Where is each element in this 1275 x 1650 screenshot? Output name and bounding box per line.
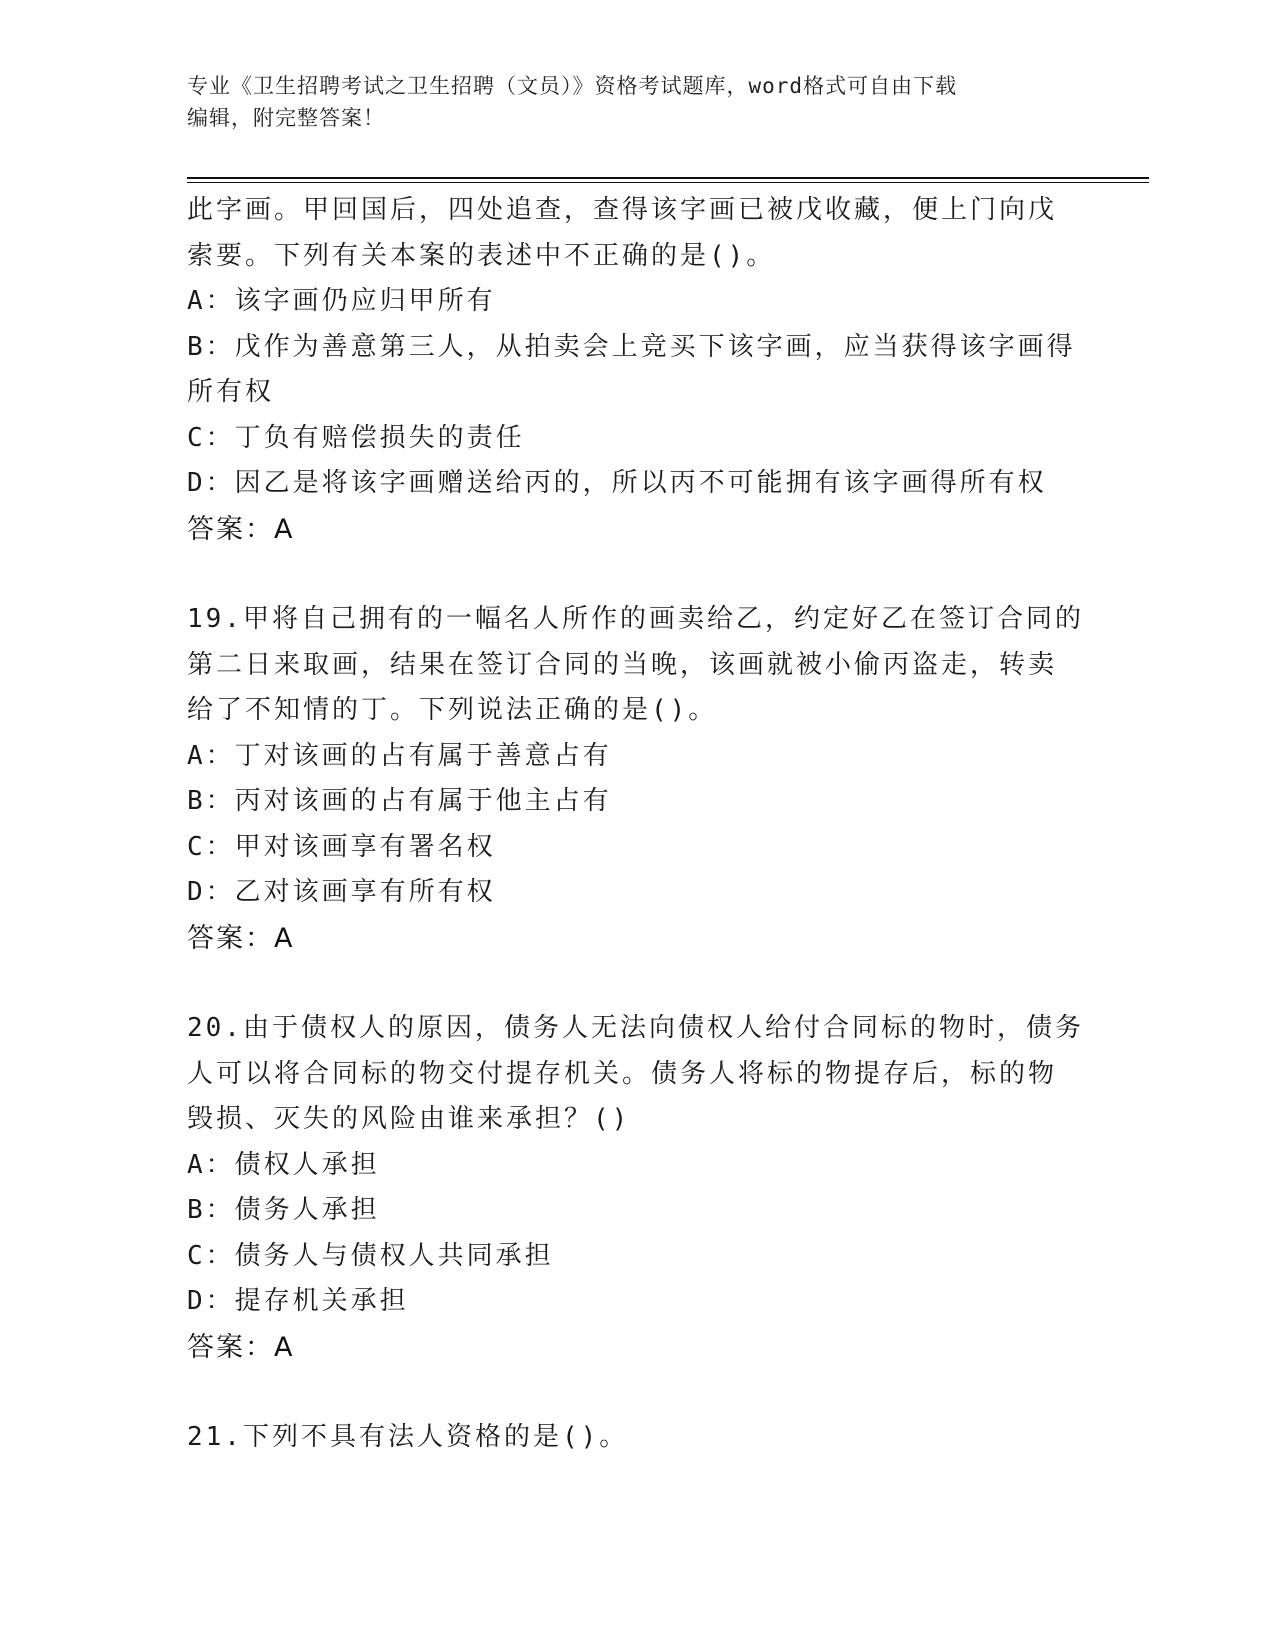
answer-label: 答案：A	[187, 922, 295, 954]
spacer	[187, 961, 1087, 1006]
option-b: B：债务人承担	[187, 1195, 380, 1225]
header-line: 专业《卫生招聘考试之卫生招聘（文员）》资格考试题库，word格式可自由下载	[187, 74, 958, 98]
question-text: 19.甲将自己拥有的一幅名人所作的画卖给乙，约定好乙在签订合同的	[187, 604, 1084, 634]
question-text: 人可以将合同标的物交付提存机关。债务人将标的物提存后，标的物	[187, 1058, 1058, 1089]
answer-label: 答案：A	[187, 1331, 295, 1363]
document-body	[187, 188, 1087, 1461]
option-a: A：该字画仍应归甲所有	[187, 286, 496, 316]
option-d: D：乙对该画享有所有权	[187, 877, 496, 907]
question-text: 第二日来取画，结果在签订合同的当晚，该画就被小偷丙盗走，转卖	[187, 649, 1058, 680]
option-a: A：债权人承担	[187, 1149, 380, 1180]
option-b: B：丙对该画的占有属于他主占有	[187, 786, 612, 816]
question-text: 此字画。甲回国后，四处追查，查得该字画已被戊收藏，便上门向戊	[187, 195, 1058, 225]
option-a: A：丁对该画的占有属于善意占有	[187, 740, 612, 771]
option-c: C：甲对该画享有署名权	[187, 831, 496, 862]
option-d: D：因乙是将该字画赠送给丙的，所以丙不可能拥有该字画得所有权	[187, 468, 1047, 498]
question-19	[187, 597, 1087, 961]
option-d: D：提存机关承担	[187, 1286, 409, 1316]
answer-label: 答案：A	[187, 513, 295, 545]
header-line: 编辑，附完整答案！	[187, 106, 385, 130]
spacer	[187, 552, 1087, 597]
spacer	[187, 1370, 1087, 1415]
header-divider-thin	[187, 182, 1149, 183]
question-21	[187, 1415, 1087, 1461]
question-20	[187, 1006, 1087, 1370]
header-divider	[187, 177, 1149, 179]
question-text: 21.下列不具有法人资格的是()。	[187, 1422, 629, 1452]
page-header	[187, 70, 1087, 134]
question-text: 毁损、灭失的风险由谁来承担？()	[187, 1104, 631, 1134]
option-b: B：戊作为善意第三人，从拍卖会上竞买下该字画，应当获得该字画得	[187, 331, 1076, 362]
question-18-continuation	[187, 188, 1087, 552]
question-text: 给了不知情的丁。下列说法正确的是()。	[187, 695, 718, 725]
option-c: C：债务人与债权人共同承担	[187, 1240, 554, 1271]
option-b-continued: 所有权	[187, 377, 275, 407]
option-c: C：丁负有赔偿损失的责任	[187, 422, 525, 453]
question-text: 索要。下列有关本案的表述中不正确的是()。	[187, 240, 776, 271]
question-text: 20.由于债权人的原因，债务人无法向债权人给付合同标的物时，债务	[187, 1013, 1084, 1043]
